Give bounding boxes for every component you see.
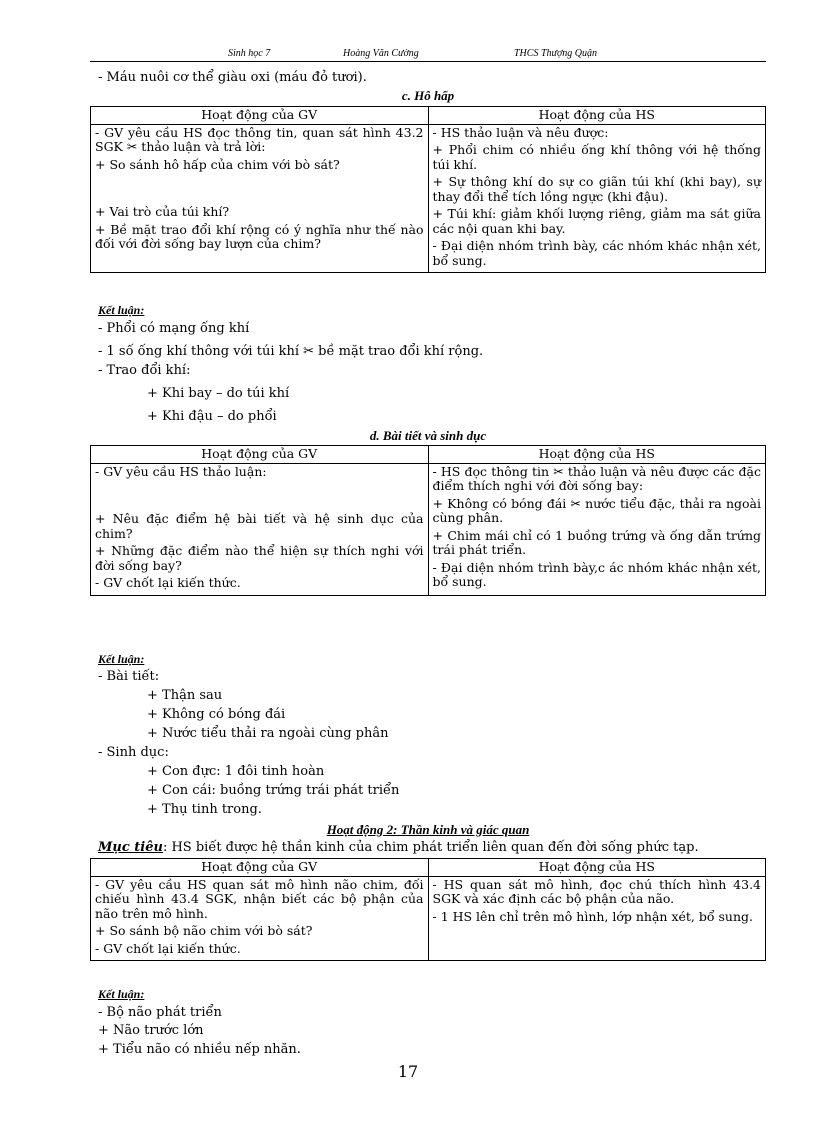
hs-cell	[428, 876, 766, 961]
hs-item: + Phổi chim có nhiều ống khí thông với hệ thống túi khí.	[432, 142, 761, 172]
gv-item: - GV yêu cầu HS quan sát mô hình não chim, đối chiếu hình 43.4 SGK, nhận biết các bộ phận của não trên mô hình.	[95, 876, 424, 921]
conclusion-line: - 1 số ống khí thông với túi khí ✂ bề mặt trao đổi khí rộng.	[98, 344, 484, 359]
col-header-gv: Hoạt động của GV	[91, 859, 429, 877]
conclusion-line: + Thận sau	[147, 688, 223, 703]
hs-item: - Đại diện nhóm trình bày,c ác nhóm khác nhận xét, bổ sung.	[432, 559, 761, 589]
col-header-hs: Hoạt động của HS	[428, 107, 766, 125]
gv-item: + Vai trò của túi khí?	[95, 204, 230, 219]
goal-label: Mục tiêu	[98, 840, 163, 855]
conclusion-line: + Con cái: buồng trứng trái phát triển	[147, 783, 400, 798]
gv-cell	[91, 876, 429, 961]
hs-item: - 1 HS lên chỉ trên mô hình, lớp nhận xét, bổ sung.	[432, 908, 753, 924]
activity2-title: Hoạt động 2: Thần kinh và giác quan	[326, 822, 530, 837]
gv-item: + Những đặc điểm nào thể hiện sự thích nghi với đời sống bay?	[95, 543, 424, 573]
hs-cell	[428, 124, 766, 273]
col-header-hs: Hoạt động của HS	[428, 446, 766, 464]
gv-item: + Nêu đặc điểm hệ bài tiết và hệ sinh dục của chim?	[95, 511, 424, 541]
section-d-table	[90, 445, 766, 596]
conclusion-label: Kết luận:	[98, 987, 145, 1001]
gv-cell	[91, 463, 429, 595]
col-header-gv: Hoạt động của GV	[91, 446, 429, 464]
intro-line: - Máu nuôi cơ thể giàu oxi (máu đỏ tươi).	[98, 70, 367, 85]
conclusion-line: + Không có bóng đái	[147, 707, 286, 722]
section-d-title: d. Bài tiết và sinh dục	[369, 428, 487, 443]
gv-item: + Bề mặt trao đổi khí rộng có ý nghĩa như thế nào đối với đời sống bay lượn của chim?	[95, 221, 424, 251]
gv-cell	[91, 124, 429, 273]
page-number: 17	[397, 1062, 419, 1081]
header-author: Hoàng Văn Cường	[343, 48, 419, 59]
conclusion-line: - Bộ não phát triển	[98, 1005, 222, 1020]
header-subject: Sinh học 7	[228, 48, 271, 59]
activity2-table	[90, 858, 766, 961]
conclusion-line: - Bài tiết:	[98, 669, 160, 684]
hs-item: + Túi khí: giảm khối lượng riêng, giảm ma sát giữa các nội quan khi bay.	[432, 206, 761, 236]
conclusion-line: + Thụ tinh trong.	[147, 802, 262, 817]
hs-item: + Không có bóng đái ✂ nước tiểu đặc, thải ra ngoài cùng phân.	[432, 495, 761, 525]
hs-item: - HS quan sát mô hình, đọc chú thích hình 43.4 SGK và xác định các bộ phận của não.	[432, 876, 761, 906]
gv-item: - GV yêu cầu HS thảo luận:	[95, 463, 267, 479]
gv-item: - GV yêu cầu HS đọc thông tin, quan sát hình 43.2 SGK ✂ thảo luận và trả lời:	[95, 124, 424, 154]
section-c-table	[90, 106, 766, 273]
gv-item: + So sánh bộ não chim với bò sát?	[95, 923, 313, 938]
gv-item: - GV chốt lại kiến thức.	[95, 575, 241, 590]
gv-item: + So sánh hô hấp của chim với bò sát?	[95, 156, 340, 172]
section-c-title: c. Hô hấp	[401, 88, 455, 103]
hs-cell	[428, 463, 766, 595]
col-header-hs: Hoạt động của HS	[428, 859, 766, 877]
conclusion-line: + Tiểu não có nhiều nếp nhăn.	[98, 1042, 301, 1057]
activity2-goal	[98, 840, 699, 856]
conclusion-label: Kết luận:	[98, 652, 145, 666]
conclusion-label: Kết luận:	[98, 303, 145, 317]
running-header	[90, 47, 766, 62]
hs-item: + Chim mái chỉ có 1 buồng trứng và ống dẫn trứng trái phát triển.	[432, 527, 761, 557]
conclusion-line: - Phổi có mạng ống khí	[98, 321, 250, 336]
conclusion-line: + Nước tiểu thải ra ngoài cùng phân	[147, 726, 389, 741]
hs-item: + Sự thông khí do sự co giãn túi khí (khi bay), sự thay đổi thể tích lồng ngực (khi đậu).	[432, 174, 761, 204]
goal-text: : HS biết được hệ thần kinh của chim phát triển liên quan đến đời sống phức tạp.	[162, 840, 699, 855]
conclusion-line: - Trao đổi khí:	[98, 363, 191, 378]
conclusion-line: + Khi đậu – do phổi	[147, 409, 277, 424]
hs-item: - Đại diện nhóm trình bày, các nhóm khác nhận xét, bổ sung.	[432, 238, 761, 268]
conclusion-line: + Khi bay – do túi khí	[147, 386, 290, 401]
col-header-gv: Hoạt động của GV	[91, 107, 429, 125]
conclusion-line: + Não trước lớn	[98, 1023, 204, 1038]
conclusion-line: - Sinh dục:	[98, 745, 169, 760]
hs-item: - HS đọc thông tin ✂ thảo luận và nêu được các đặc điểm thích nghi với đời sống bay:	[432, 463, 761, 493]
header-school: THCS Thượng Quận	[514, 48, 598, 59]
conclusion-line: + Con đực: 1 đôi tinh hoàn	[147, 764, 325, 779]
hs-item: - HS thảo luận và nêu được:	[432, 124, 609, 140]
gv-item: - GV chốt lại kiến thức.	[95, 940, 241, 956]
